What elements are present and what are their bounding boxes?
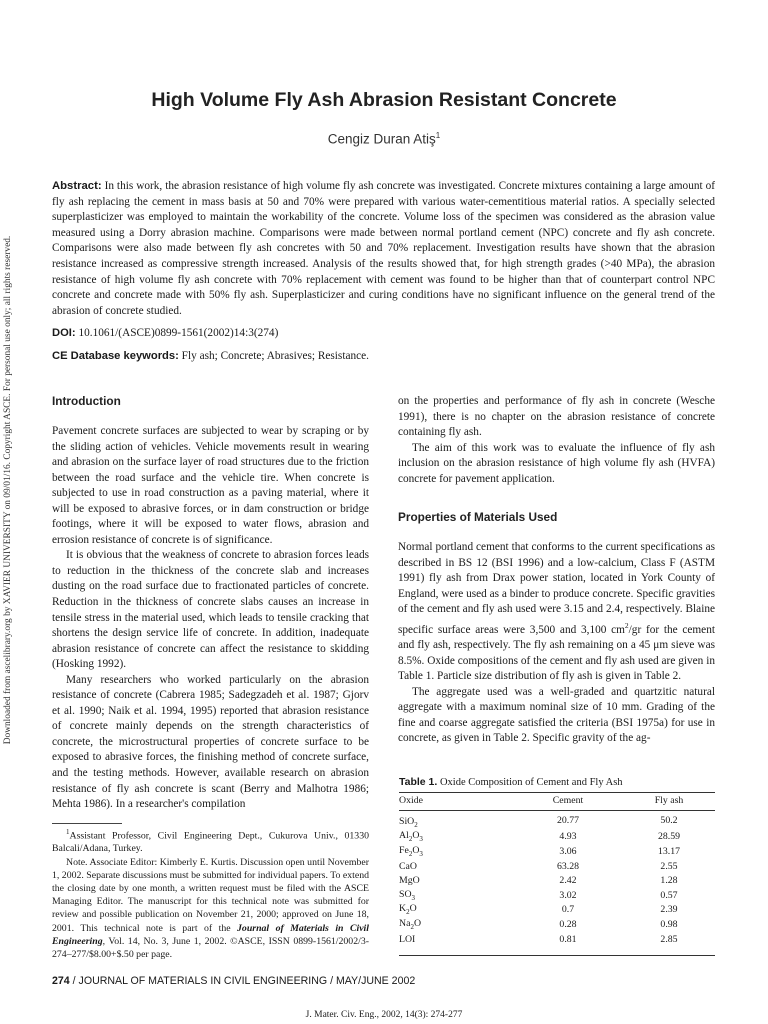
table-row [399, 932, 715, 947]
oxide-symbol: O [409, 903, 417, 915]
oxide-cell [399, 903, 513, 918]
flyash-value: 28.59 [657, 831, 681, 843]
oxide-cell [399, 830, 513, 845]
right-paragraph-1: on the properties and performance of fly ash in concrete (Wesche 1991), there is no chapter on the abrasion resistance of concrete containing fly ash. [398, 395, 715, 439]
cement-value: 0.7 [561, 904, 575, 916]
oxide-subscript: 2 [414, 820, 418, 829]
footnote-note-part-a: Note. Associate Editor: Kimberly E. Kurtis. Discussion open until November 1, 2002. Separate discussions must be submitted for individual papers. To extend the closing date by one month, a written request must be filed with the ASCE Managing Editor. The manuscript for this technical note was submitted for review and possible publication on November 21, 2000; approved on June 18, 2001. This technical note is part of the [52, 856, 369, 934]
table-row [399, 888, 715, 903]
oxide-symbol: O [413, 917, 422, 929]
flyash-value: 0.57 [660, 889, 678, 901]
flyash-value: 2.55 [660, 860, 678, 872]
doi-line [52, 327, 278, 339]
cement-value: 0.28 [559, 918, 577, 930]
footnote-rule [52, 823, 122, 824]
abstract-label: Abstract: [52, 180, 102, 192]
cement-value: 3.02 [559, 889, 577, 901]
properties-heading: Properties of Materials Used [398, 510, 558, 524]
cement-value: 63.28 [556, 860, 580, 872]
intro-paragraph-3: Many researchers who worked particularly on the abrasion resistance of concrete (Cabrera 1985; Sadegzadeh et al. 1987; Gjorv et al. 1990; Naik et al. 1994, 1995) reported that abrasion resistance of concrete mainly depends on the strength characteristics of concrete, the microstructural properties of concrete surface to be exposed to abrasive forces, the finishing method of concrete surface, and the testing methods. However, available research on abrasion resistance of fly ash concrete is scant (Berry and Malhotra 1986; Mehta 1986). In a researcher's compilation [52, 673, 369, 811]
intro-paragraph-2: It is obvious that the weakness of concrete to abrasion forces leads to reduction in the thickness of the concrete slab and increases dusting on the road surface due to fractionated particles of concrete. Reduction in the thickness of concrete slabs causes an increase in tensile stress in the material used, which leads to tensile cracking that shortens the design service life of concrete. In addition, inadequate abrasion resistance of concrete can affect the resistance to skidding (Hosking 1992). [52, 549, 369, 671]
download-watermark [0, 215, 16, 765]
cement-value: 20.77 [556, 814, 580, 826]
paper-title: High Volume Fly Ash Abrasion Resistant Concrete [151, 89, 617, 111]
oxide-symbol: MgO [399, 875, 420, 887]
cement-value: 2.42 [559, 875, 577, 887]
abstract-text: In this work, the abrasion resistance of high volume fly ash concrete was investigated. Concrete mixtures containing a large amount of fly ash replacing the cement in mass basis at 50 and 70% were prepared with various water-cementitious material ratios. A specially selected superplasticizer was employed to maintain the workability of the concrete. Volume loss of the specimen was considered as the abrasion value measured using a Dorry abrasion machine. Comparisons were made between normal portland cement (NPC) concrete and fly ash concrete. Comparisons were also made between fly ash concretes with 50 and 70% replacement. Investigation results have shown that the abrasion resistance increased as compressive strength increased. Analysis of the results showed that, for high strength grades (>40 MPa), the abrasion resistance of high volume fly ash concrete with 70% replacement with cement was found to be higher than that of counterpart control NPC concrete and concrete made with 50% fly ash. Superplasticizer and curing conditions have no significant influence on the general trend of the abrasion of concrete studied. [52, 180, 716, 317]
cement-value: 0.81 [559, 933, 577, 945]
oxide-symbol: O [412, 830, 420, 842]
introduction-heading: Introduction [52, 394, 121, 408]
footnote-journal-name: Journal of Materials in Civil Engineering [52, 922, 369, 947]
properties-body [398, 540, 715, 747]
footnotes [52, 826, 369, 961]
table-bottom-rule [399, 955, 715, 956]
doi-label: DOI: [52, 327, 76, 339]
footnote-marker: 1 [66, 828, 70, 836]
properties-paragraph-1-superscript: 2 [624, 620, 629, 630]
author-affiliation-marker: 1 [435, 131, 441, 140]
oxide-symbol: Al [399, 830, 409, 842]
properties-paragraph-1 [398, 540, 715, 685]
intro-paragraph-1: Pavement concrete surfaces are subjected to wear by scraping or by the sliding action of vehicles. Vehicle movements result in wearing and abrasion on the surface layer of road structures due to the friction between the road surface and the vehicle tire. When concrete is subjected to use in road construction as a paving material, where it will be exposed to abrasive forces, or in dam construction or bridge footings, where it will be exposed to water flows, abrasion and errosion resistance of concrete is of significance. [52, 425, 369, 546]
oxide-cell [399, 811, 513, 830]
oxide-cell [399, 888, 513, 903]
oxide-subscript: 2 [408, 849, 413, 858]
oxide-symbol: O [412, 845, 420, 856]
flyash-value: 1.28 [660, 875, 678, 887]
oxide-subscript: 3 [411, 893, 416, 902]
cement-value: 3.06 [559, 845, 577, 857]
properties-paragraph-2: The aggregate used was a well-graded and quartzitic natural aggregate with a maximum nominal size of 10 mm. Grading of the fine and coarse aggregate satisfied the criteria (BSI 1975a) for use in concrete, as given in Table 2. Specific gravity of the ag- [398, 685, 715, 745]
oxide-symbol: SO [399, 888, 412, 900]
citation-line: J. Mater. Civ. Eng., 2002, 14(3): 274-277 [305, 1010, 463, 1020]
table-1-title: Oxide Composition of Cement and Fly Ash [439, 777, 623, 788]
table-header-cement: Cement [513, 793, 623, 811]
flyash-value: 2.85 [660, 933, 678, 945]
properties-paragraph-1-part-b: /gr for the cement and fly ash, respectively. The fly ash remaining on a 45 μm sieve was 8.5%. Oxide compositions of the cement and fly ash used are given in Table 1. Particle size distribution of fly ash is given in Table 2. [398, 623, 715, 683]
oxide-cell [399, 873, 513, 888]
oxide-symbol: LOI [399, 933, 416, 945]
flyash-value: 2.39 [660, 904, 678, 916]
table-header-row [399, 793, 715, 811]
oxide-cell [399, 844, 513, 859]
table-body [399, 811, 715, 947]
page-number: 274 [52, 975, 70, 987]
oxide-subscript: 2 [408, 835, 413, 844]
oxide-subscript: 3 [419, 835, 423, 844]
keywords-line [52, 350, 369, 362]
oxide-cell [399, 859, 513, 874]
oxide-subscript: 2 [410, 922, 414, 931]
oxide-symbol: SiO [399, 815, 415, 827]
oxide-symbol: CaO [399, 860, 417, 872]
footnote-affiliation-text: Assistant Professor, Civil Engineering Dept., Cukurova Univ., 01330 Balcali/Adana, Turkey. [52, 830, 369, 855]
properties-paragraph-1-part-a: Normal portland cement that conforms to the current specifications as described in BS 12 (BSI 1996) and a low-calcium, Class F (ASTM 1991) fly ash from Drax power station, located in York County of England, were used as a binder to produce concrete. Specific gravities of the cement and fly ash used were 3.15 and 2.4, respectively. Blaine specific surface areas were 3,500 and 3,100 cm [398, 541, 715, 636]
author-line [0, 131, 768, 147]
table-1-label: Table 1. [399, 776, 438, 788]
right-column-intro-continued [398, 394, 715, 487]
oxide-composition-table [399, 793, 715, 946]
table-header-flyash: Fly ash [623, 793, 715, 811]
table-row [399, 830, 715, 845]
flyash-value: 0.98 [660, 918, 678, 930]
table-row [399, 859, 715, 874]
table-row [399, 844, 715, 859]
table-row [399, 917, 715, 932]
flyash-value: 50.2 [660, 814, 678, 826]
right-paragraph-2: The aim of this work was to evaluate the influence of fly ash inclusion on the abrasion resistance of high volume fly ash (HVFA) concrete for pavement application. [398, 441, 715, 485]
oxide-cell [399, 932, 513, 947]
footnote-note-part-b: , Vol. 14, No. 3, June 1, 2002. ©ASCE, ISSN 0899-1561/2002/3-274–277/$8.00+$.50 per page. [52, 935, 369, 961]
oxide-subscript: 2 [406, 908, 410, 917]
table-1-caption [399, 776, 623, 788]
oxide-symbol: Na [399, 917, 411, 929]
running-footer [52, 975, 415, 987]
introduction-body [52, 424, 369, 813]
oxide-symbol: Fe [399, 845, 409, 856]
footnote-affiliation [52, 826, 369, 856]
flyash-value: 13.17 [657, 845, 681, 857]
cement-value: 4.93 [559, 831, 577, 843]
table-row [399, 903, 715, 918]
abstract [52, 179, 715, 319]
table-header-oxide: Oxide [399, 793, 513, 811]
table-row [399, 811, 715, 830]
keywords-label: CE Database keywords: [52, 350, 179, 362]
running-footer-text: / JOURNAL OF MATERIALS IN CIVIL ENGINEERING / MAY/JUNE 2002 [72, 975, 416, 987]
footnote-editorial-note [52, 856, 369, 962]
download-watermark-text: Downloaded from ascelibrary.org by XAVIER UNIVERSITY on 09/01/16. Copyright ASCE. For personal use only; all rights reserved. [3, 235, 13, 745]
oxide-cell [399, 917, 513, 932]
table-row [399, 873, 715, 888]
keywords-value: Fly ash; Concrete; Abrasives; Resistance. [181, 350, 369, 362]
author-name: Cengiz Duran Atiş [327, 131, 436, 147]
doi-value[interactable]: 10.1061/(ASCE)0899-1561(2002)14:3(274) [78, 327, 279, 339]
oxide-symbol: K [399, 903, 407, 915]
oxide-subscript: 3 [419, 849, 423, 858]
